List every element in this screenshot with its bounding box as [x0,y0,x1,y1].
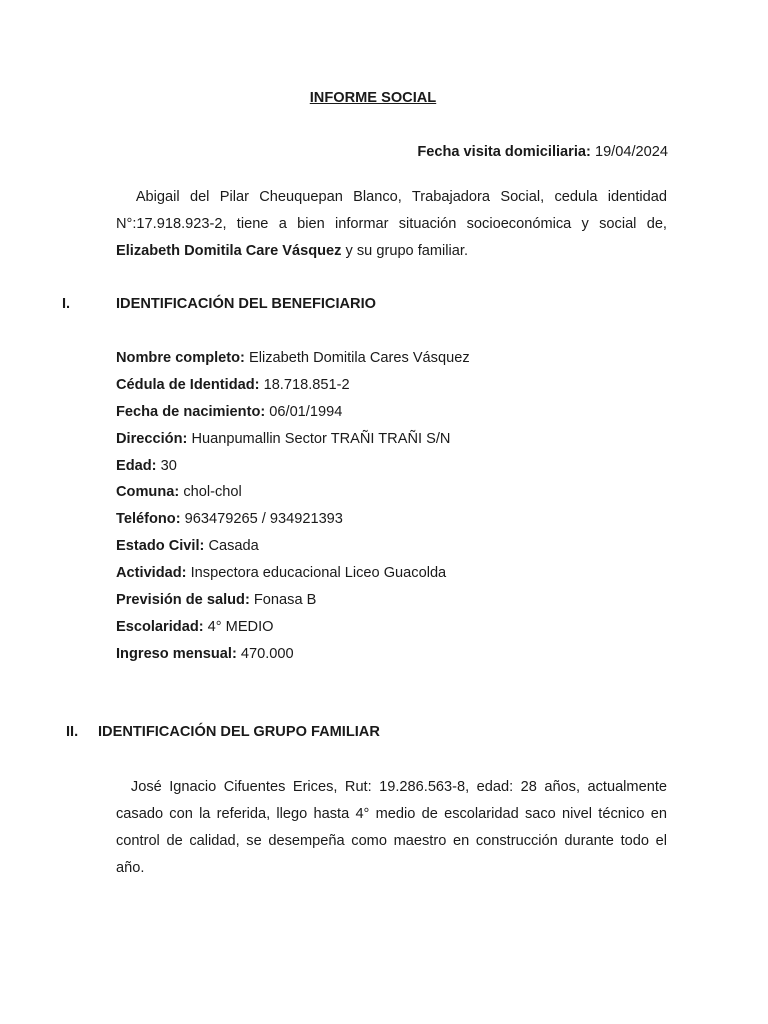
field-label: Cédula de Identidad: [116,376,260,393]
visit-date-label: Fecha visita domiciliaria: [417,144,591,160]
field-value: 06/01/1994 [269,403,343,420]
section2-title: IDENTIFICACIÓN DEL GRUPO FAMILIAR [98,724,380,740]
field-value: 4° MEDIO [207,618,274,635]
field-row [116,644,470,671]
field-label: Ingreso mensual: [116,645,237,662]
field-label: Escolaridad: [116,618,204,635]
field-label: Teléfono: [116,511,181,528]
field-label: Nombre completo: [116,350,245,366]
field-value: Casada [208,538,259,555]
family-paragraph [116,774,667,882]
field-row [116,509,470,536]
field-label: Fecha de nacimiento: [116,403,266,420]
field-row [116,402,470,429]
field-row [116,456,470,483]
intro-text-before: Abigail del Pilar Cheuquepan Blanco, Trabajadora Social, cedula identidad N°:17.918.923-2, tiene a bien informar situación socioeconómica y social de, [116,189,667,232]
field-value: 30 [160,457,177,474]
field-row [116,375,470,402]
field-label: Comuna: [116,484,180,501]
field-row [116,348,470,375]
intro-beneficiary-name: Elizabeth Domitila Care Vásquez [116,243,342,259]
field-value: Inspectora educacional Liceo Guacolda [190,565,447,582]
section1-title: IDENTIFICACIÓN DEL BENEFICIARIO [116,296,376,312]
field-row [116,536,470,563]
field-value: Elizabeth Domitila Cares Vásquez [248,350,470,366]
visit-date-line [417,144,668,160]
field-value: 470.000 [240,645,294,662]
field-row [116,563,470,590]
field-row [116,429,470,456]
field-label: Dirección: [116,430,188,447]
section1-number: I. [62,296,71,312]
field-value: 18.718.851-2 [263,376,350,393]
field-row [116,590,470,617]
intro-text-after: y su grupo familiar. [345,243,469,259]
beneficiary-fields [116,348,470,671]
field-label: Actividad: [116,565,187,582]
field-value: 963479265 / 934921393 [184,511,343,528]
field-label: Estado Civil: [116,538,205,555]
field-label: Edad: [116,457,157,474]
field-value: Fonasa B [253,592,317,609]
visit-date-value: 19/04/2024 [594,144,668,160]
field-value: Huanpumallin Sector TRAÑI TRAÑI S/N [191,430,451,447]
field-value: chol-chol [183,484,242,501]
field-row [116,482,470,509]
field-label: Previsión de salud: [116,592,250,609]
field-row [116,617,470,644]
section2-number: II. [66,724,79,740]
family-paragraph-text: José Ignacio Cifuentes Erices, Rut: 19.286.563-8, edad: 28 años, actualmente casado con la referida, llego hasta 4° medio de escolaridad saco nivel técnico en control de calidad, se desempeña como maestro en construcción durante todo el año. [116,779,667,876]
intro-paragraph [116,184,667,265]
page-title: INFORME SOCIAL [309,90,437,106]
